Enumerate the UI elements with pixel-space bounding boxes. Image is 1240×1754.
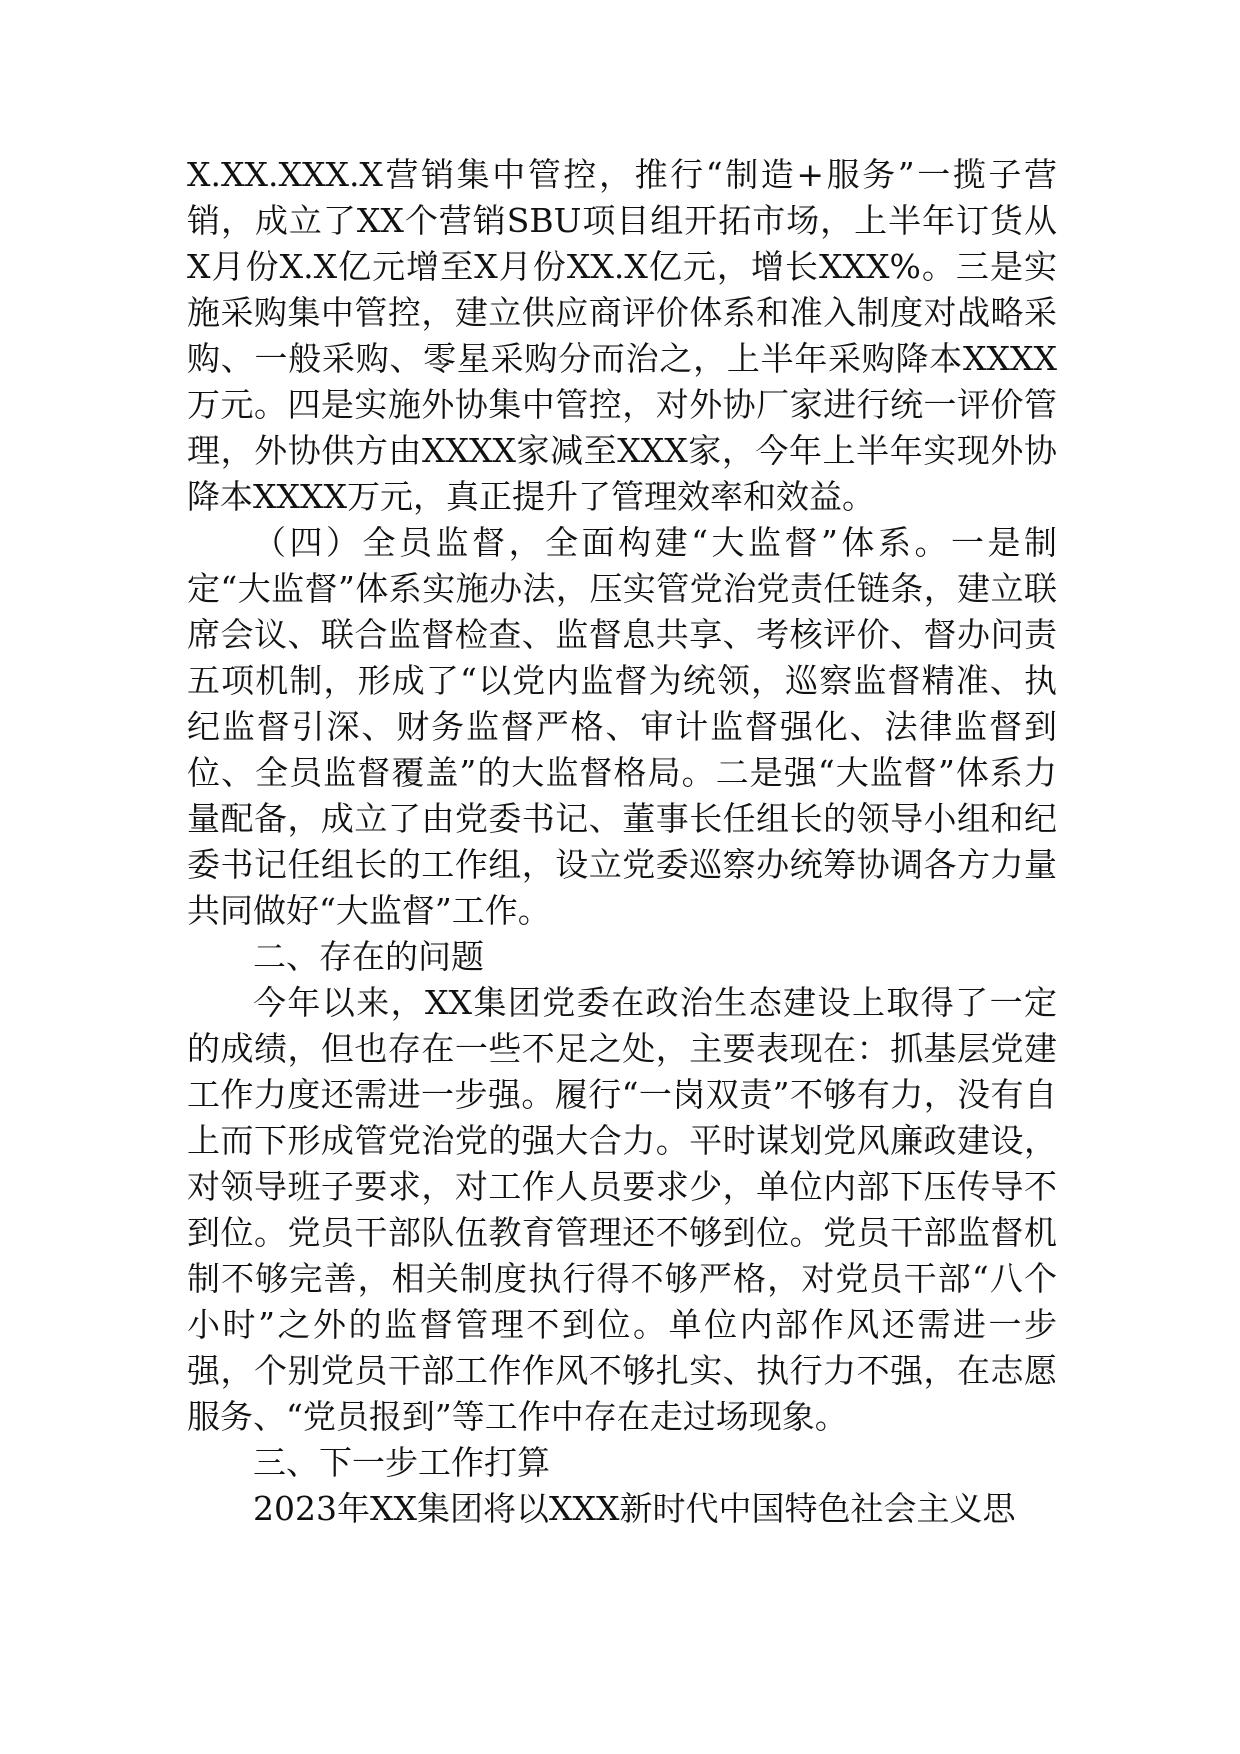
paragraph-supervision-system: （四）全员监督，全面构建“大监督”体系。一是制定“大监督”体系实施办法，压实管党治党责任链条，建立联席会议、联合监督检查、监督息共享、考核评价、督办问责五项机制，形成了“以党内监督为统领，巡察监督精准、执纪监督引深、财务监督严格、审计监督强化、法律监督到位、全员监督覆盖”的大监督格局。二是强“大监督”体系力量配备，成立了由党委书记、董事长任组长的领导小组和纪委书记任组长的工作组，设立党委巡察办统筹协调各方力量共同做好“大监督”工作。 xyxy=(187,523,1057,930)
section-heading-next-steps: 三、下一步工作打算 xyxy=(253,1443,550,1482)
paragraph-next-steps: 2023年XX集团将以XXX新时代中国特色社会主义思 xyxy=(253,1489,1016,1528)
paragraph-marketing-procurement: X.XX.XXX.X营销集中管控，推行“制造+服务”一揽子营销，成立了XX个营销SBU项目组开拓市场，上半年订货从X月份X.X亿元增至X月份XX.X亿元，增长XXX%。三是实施采购集中管控，建立供应商评价体系和准入制度对战略采购、一般采购、零星采购分而治之，上半年采购降本XXXX万元。四是实施外协集中管控，对外协厂家进行统一评价管理，外协供方由XXXX家减至XXX家，今年上半年实现外协降本XXXX万元，真正提升了管理效率和效益。 xyxy=(187,155,1057,516)
paragraph-problems: 今年以来，XX集团党委在政治生态建设上取得了一定的成绩，但也存在一些不足之处，主要表现在：抓基层党建工作力度还需进一步强。履行“一岗双责”不够有力，没有自上而下形成管党治党的强大合力。平时谋划党风廉政建设，对领导班子要求，对工作人员要求少，单位内部下压传导不到位。党员干部队伍教育管理还不够到位。党员干部监督机制不够完善，相关制度执行得不够严格，对党员干部“八个小时”之外的监督管理不到位。单位内部作风还需进一步强，个别党员干部工作作风不够扎实、执行力不强，在志愿服务、“党员报到”等工作中存在走过场现象。 xyxy=(187,983,1057,1436)
document-body xyxy=(187,152,1057,1532)
section-heading-problems: 二、存在的问题 xyxy=(253,937,484,976)
